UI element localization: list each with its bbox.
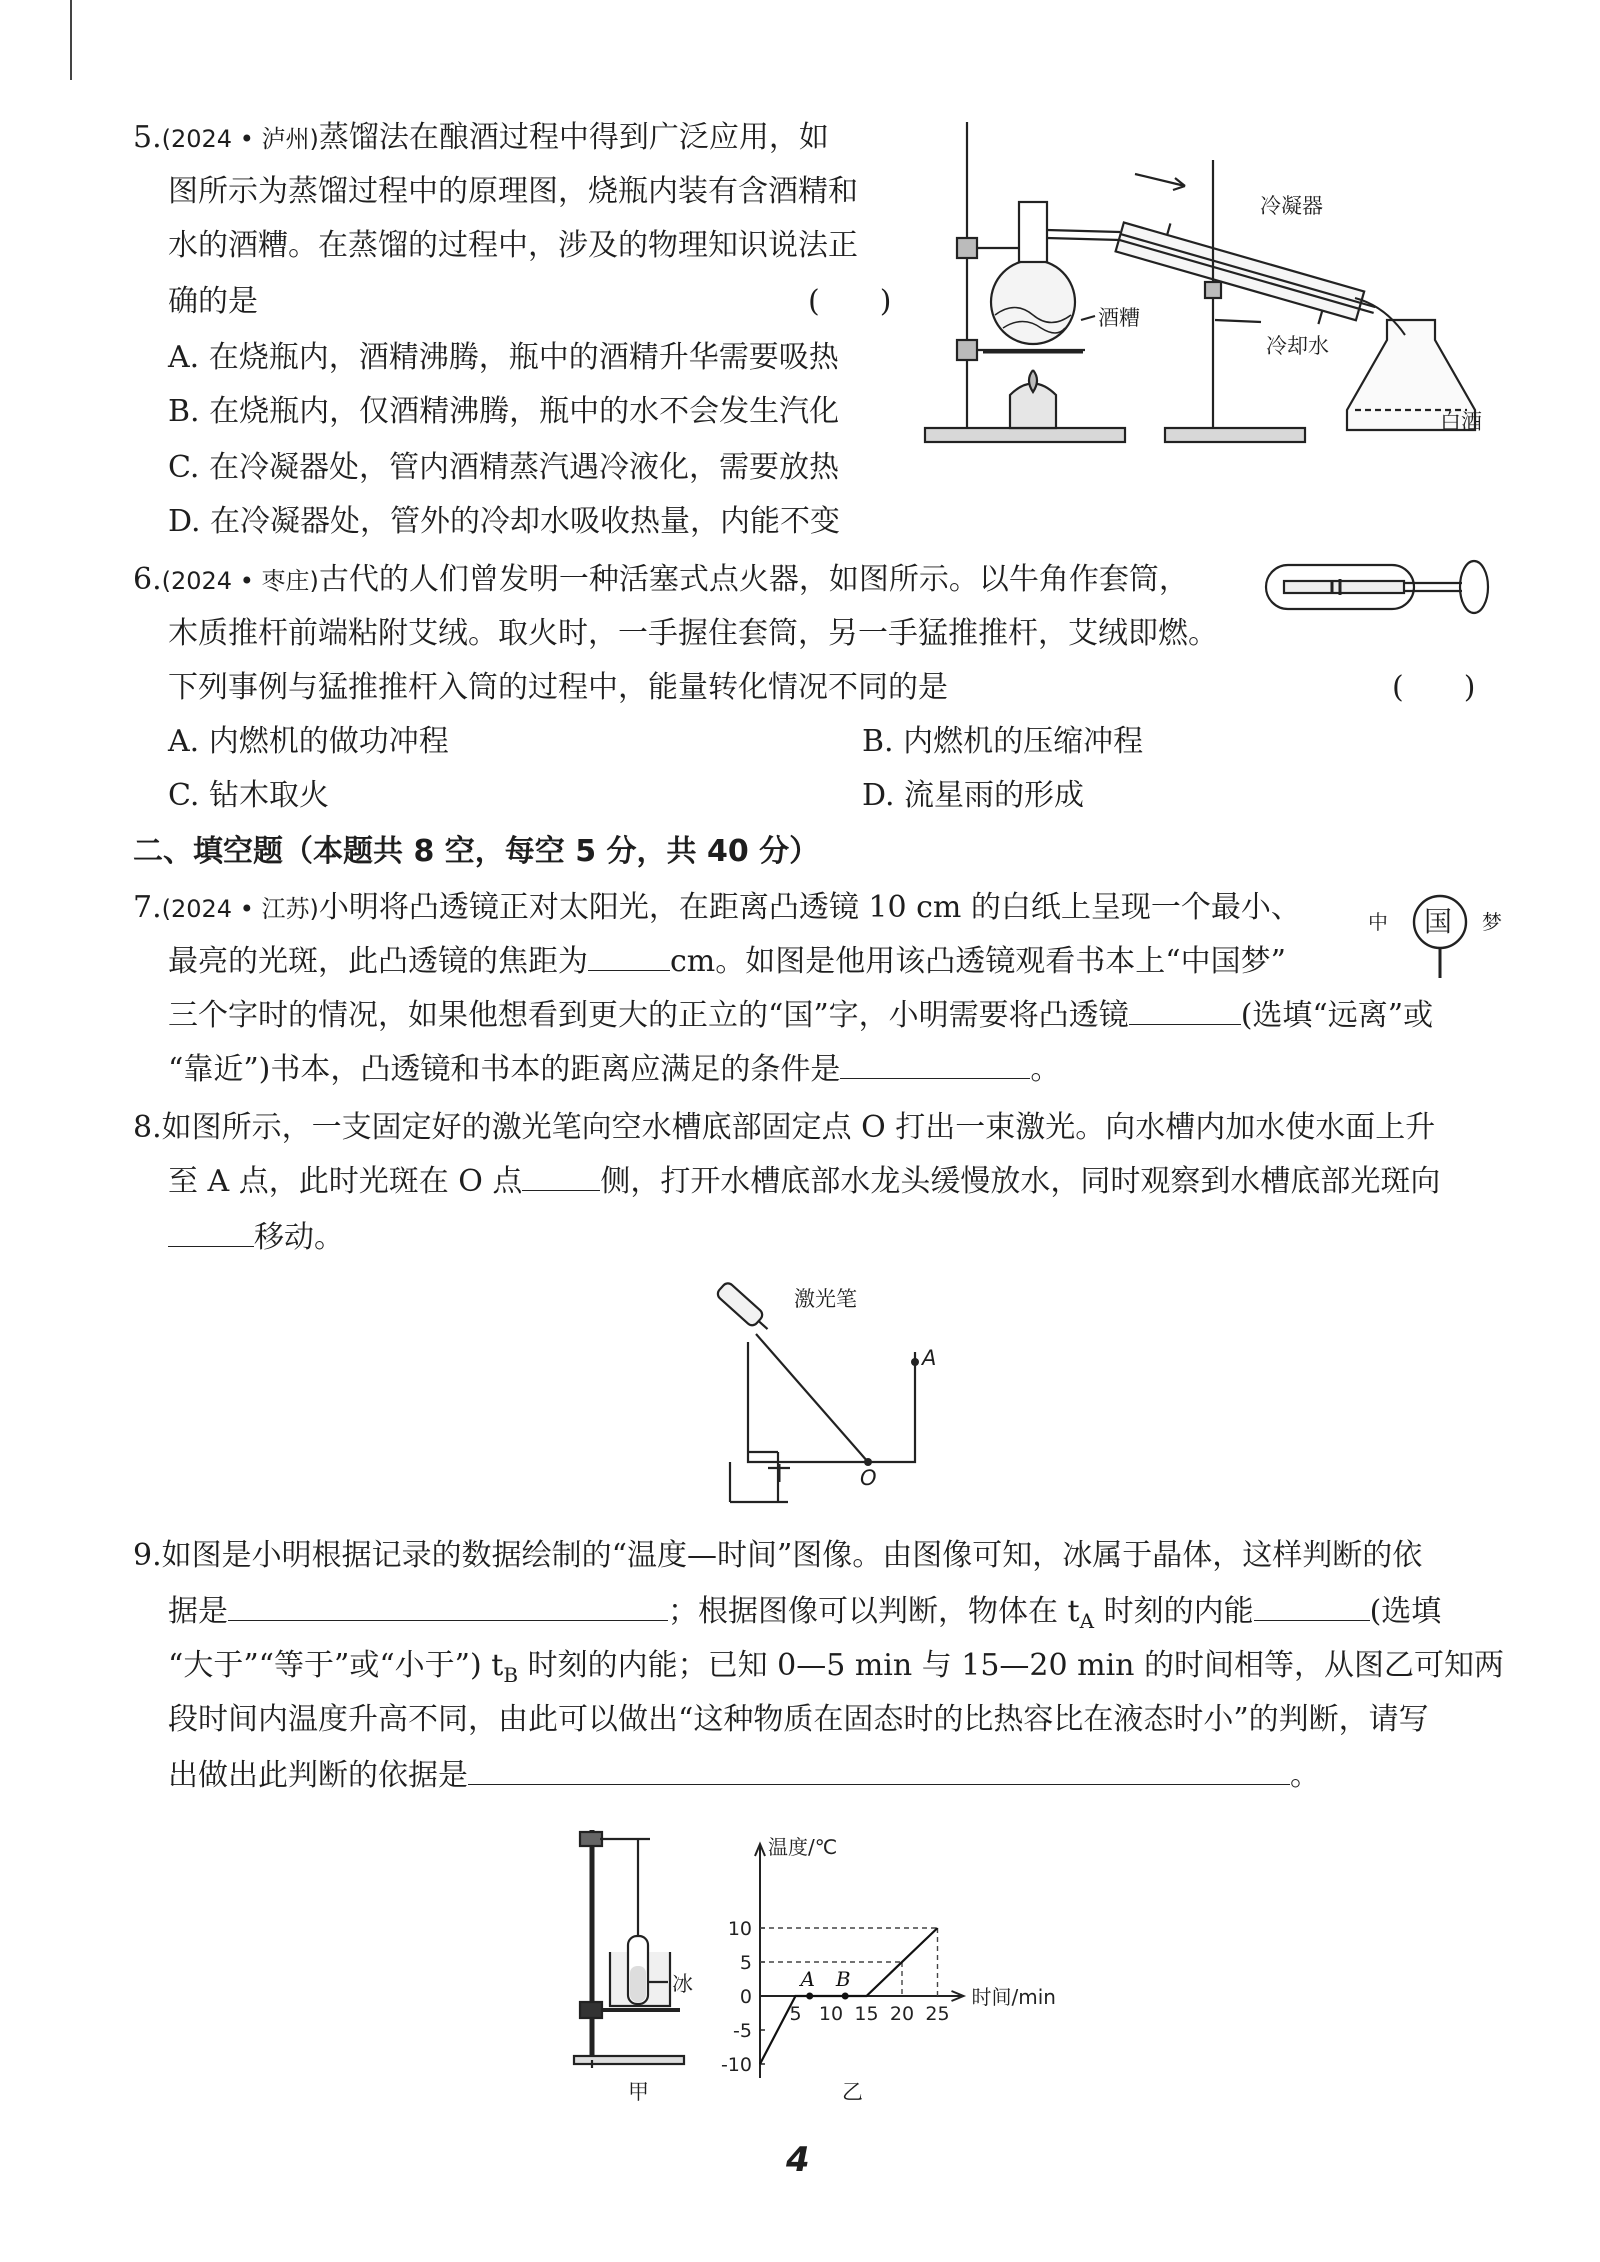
q8-blank-move-direction[interactable] — [168, 1240, 254, 1247]
q7-line-1: 7.(2024 • 江苏)小明将凸透镜正对太阳光，在距离凸透镜 10 cm 的白纸上呈现一个最小、 — [133, 890, 1301, 925]
x-axis-label: 时间/min — [971, 1985, 1056, 2009]
annotation-point-b — [842, 1993, 849, 2000]
q6-line-1: 6.(2024 • 枣庄)古代的人们曾发明一种活塞式点火器，如图所示。以牛角作套筒， — [133, 562, 1189, 597]
q8-blank-side[interactable] — [522, 1184, 600, 1191]
q5-line-3: 水的酒糟。在蒸馏的过程中，涉及的物理知识说法正 — [168, 228, 858, 263]
y-tick-label: -10 — [720, 2054, 752, 2076]
fig-label-ice: 冰 — [672, 1972, 693, 1996]
q9-blank-reason[interactable] — [228, 1614, 668, 1621]
q5-option-b: B. 在烧瓶内，仅酒精沸腾，瓶中的水不会发生汽化 — [168, 394, 840, 429]
fig-label-mash: 酒糟 — [1098, 306, 1140, 330]
q7-line-4: “靠近”)书本，凸透镜和书本的距离应满足的条件是 。 — [168, 1052, 1061, 1087]
annotation-point-a — [806, 1993, 813, 2000]
q7-line-2: 最亮的光斑，此凸透镜的焦距为 cm。如图是他用该凸透镜观看书本上“中国梦” — [168, 944, 1286, 979]
fig-label-coolant: 冷却水 — [1266, 334, 1329, 358]
y-tick-label: 0 — [739, 1986, 752, 2008]
y-tick-label: 5 — [739, 1952, 752, 1974]
x-tick-label: 15 — [854, 2003, 879, 2025]
q6-option-d: D. 流星雨的形成 — [862, 778, 1085, 813]
fig-label-liquor: 白酒 — [1440, 410, 1482, 434]
q6-option-c: C. 钻木取火 — [168, 778, 329, 813]
y-axis-label: 温度/℃ — [768, 1835, 838, 1859]
x-tick-label: 10 — [818, 2003, 844, 2025]
fig-label-point-o: O — [860, 1466, 877, 1490]
q6-answer-bracket[interactable]: ( ) — [1392, 670, 1476, 705]
y-tick-label: 10 — [727, 1918, 752, 1940]
q7-blank-condition[interactable] — [840, 1072, 1030, 1079]
q6-line-2: 木质推杆前端粘附艾绒。取火时，一手握住套筒，另一手猛推推杆，艾绒即燃。 — [168, 616, 1218, 651]
q9-line-2: 据是 ；根据图像可以判断，物体在 $t_A$ 时刻的内能 (选填 — [168, 1594, 1442, 1633]
q5-line-4: 确的是 — [168, 284, 258, 319]
q9-line-1: 9.如图是小明根据记录的数据绘制的“温度—时间”图像。由图像可知，冰属于晶体，这样判断的依 — [133, 1538, 1423, 1573]
annotation-label-b: B — [835, 1967, 851, 1991]
margin-rule — [70, 0, 72, 80]
q7-line-3: 三个字时的情况，如果他想看到更大的正立的“国”字，小明需要将凸透镜 (选填“远离”或 — [168, 998, 1434, 1033]
q9-blank-compare[interactable] — [1254, 1614, 1370, 1621]
q6-line-3: 下列事例与猛推推杆入筒的过程中，能量转化情况不同的是 — [168, 670, 948, 705]
q5-answer-bracket[interactable]: ( ) — [808, 284, 892, 319]
x-tick-label: 25 — [925, 2003, 950, 2025]
point-a-marker — [911, 1358, 919, 1366]
fig-label-jia: 甲 — [628, 2080, 649, 2104]
fig-char-meng: 梦 — [1482, 910, 1502, 934]
q5-option-a: A. 在烧瓶内，酒精沸腾，瓶中的酒精升华需要吸热 — [168, 340, 839, 375]
q5-option-d: D. 在冷凝器处，管外的冷却水吸收热量，内能不变 — [168, 504, 841, 539]
q7-blank-direction[interactable] — [1129, 1018, 1241, 1025]
fig-label-point-a: A — [922, 1346, 937, 1370]
piston-igniter-figure — [1262, 555, 1492, 625]
q9-blank-basis[interactable] — [468, 1778, 1290, 1785]
fig-char-guo: 国 — [1424, 905, 1453, 938]
annotation-label-a: A — [800, 1967, 815, 1991]
q8-line-1: 8.如图所示，一支固定好的激光笔向空水槽底部固定点 O 打出一束激光。向水槽内加水使水面上升 — [133, 1110, 1436, 1145]
q7-blank-focal-length[interactable] — [588, 964, 670, 971]
fig-label-condenser: 冷凝器 — [1260, 194, 1323, 218]
q9-line-4: 段时间内温度升高不同，由此可以做出“这种物质在固态时的比热容比在液态时小”的判断，请写 — [168, 1702, 1429, 1737]
q8-line-3: 移动。 — [168, 1218, 344, 1258]
q6-option-b: B. 内燃机的压缩冲程 — [862, 724, 1144, 759]
temperature-time-chart — [700, 1836, 1100, 2076]
q9-line-5: 出做出此判断的依据是 。 — [168, 1758, 1320, 1793]
q5-line-2: 图所示为蒸馏过程中的原理图，烧瓶内装有含酒精和 — [168, 174, 858, 209]
x-tick-label: 5 — [789, 2003, 802, 2025]
distillation-figure — [915, 110, 1505, 450]
fig-label-yi: 乙 — [842, 2080, 863, 2104]
q5-line-1: 5.(2024 • 泸州)蒸馏法在酿酒过程中得到广泛应用，如 — [133, 120, 829, 155]
q8-line-2: 至 A 点，此时光斑在 O 点 侧，打开水槽底部水龙头缓慢放水，同时观察到水槽底部光斑向 — [168, 1164, 1441, 1199]
point-o-marker — [864, 1458, 872, 1466]
q6-option-a: A. 内燃机的做功冲程 — [168, 724, 449, 759]
q9-line-3: “大于”“等于”或“小于”) $t_B$ 时刻的内能；已知 0—5 min 与 15—20 min 的时间相等，从图乙可知两 — [168, 1648, 1505, 1687]
x-tick-label: 20 — [889, 2003, 915, 2025]
section-2-title: 二、填空题（本题共 8 空，每空 5 分，共 40 分） — [133, 834, 820, 869]
fig-char-zhong: 中 — [1368, 910, 1388, 934]
y-tick-label: -5 — [733, 2020, 752, 2042]
q5-option-c: C. 在冷凝器处，管内酒精蒸汽遇冷液化，需要放热 — [168, 450, 839, 485]
fig-label-laser: 激光笔 — [794, 1287, 857, 1311]
page-number: 4 — [786, 2140, 810, 2180]
